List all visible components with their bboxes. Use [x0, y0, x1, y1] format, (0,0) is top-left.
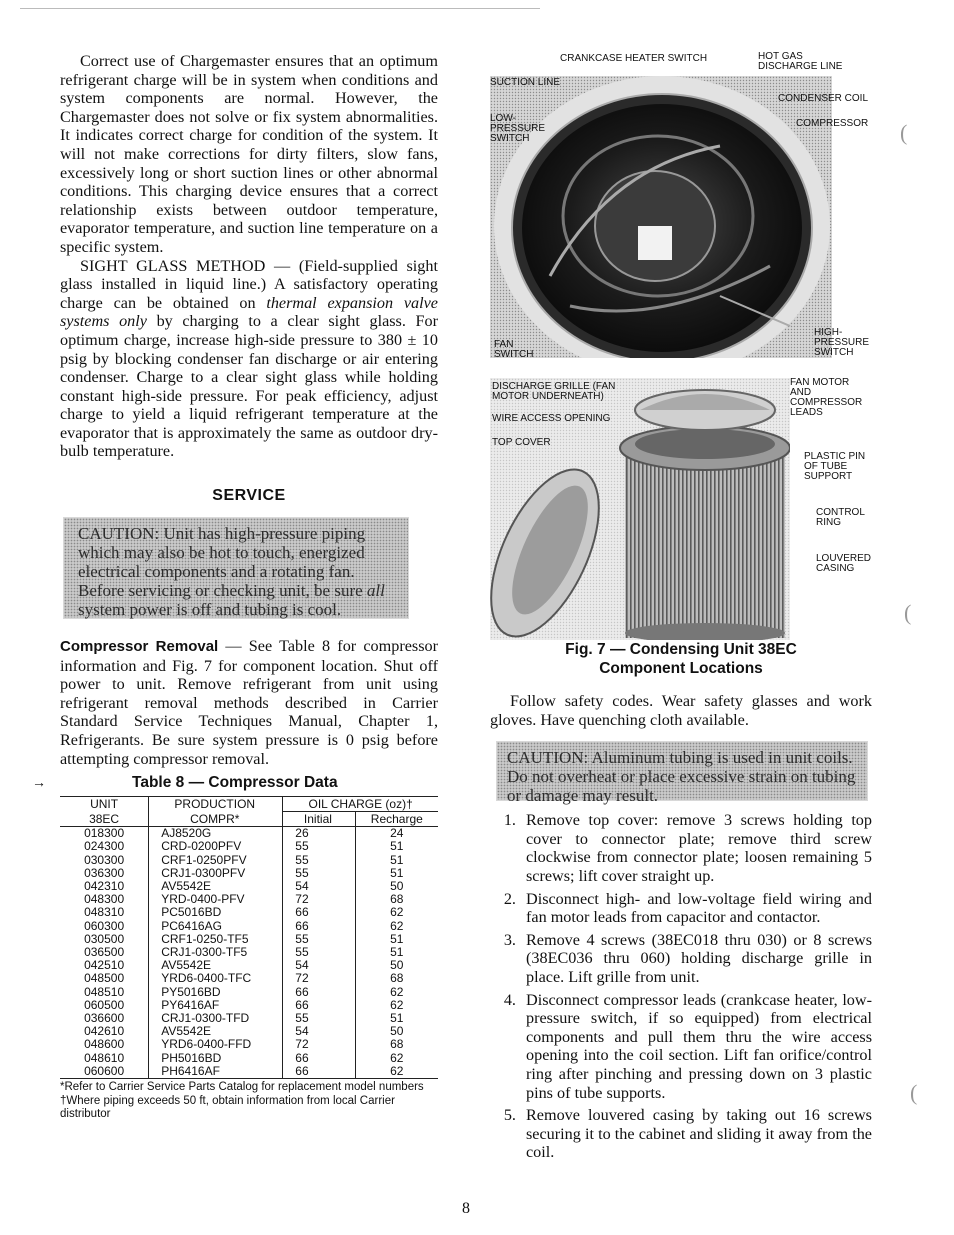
compressor-removal-head: Compressor Removal	[60, 638, 219, 656]
cell-oil-recharge: 50	[390, 958, 404, 973]
margin-mark: (	[900, 120, 908, 145]
right-column	[490, 48, 872, 1166]
label-low-pressure-switch: LOW- PRESSURE SWITCH	[490, 113, 546, 144]
cell-oil-recharge: 62	[390, 918, 404, 933]
cell-unit: 042310	[60, 880, 149, 893]
cell-unit: 048300	[60, 893, 149, 906]
cell-production-compr: AV5542E	[149, 880, 283, 893]
label-wire-access-opening: WIRE ACCESS OPENING	[492, 413, 611, 424]
footnote-1: *Refer to Carrier Service Parts Catalog for replacement model numbers	[60, 1081, 424, 1094]
caution-box-aluminum-tubing: CAUTION: Aluminum tubing is used in unit coils. Do not overheat or place excessive strain on tubing or damage may result.	[496, 741, 868, 801]
table-title-text: Table 8 — Compressor Data	[132, 774, 338, 792]
table-row	[60, 854, 438, 867]
cell-oil-recharge: 50	[390, 1024, 404, 1039]
label-high-pressure-switch: HIGH- PRESSURE SWITCH	[814, 327, 870, 358]
cell-oil-initial: 54	[283, 880, 355, 893]
cell-unit: 024300	[60, 840, 149, 853]
th-recharge: Recharge	[355, 812, 438, 827]
removal-step: 3. Remove 4 screws (38EC018 thru 030) or 8 screws (38EC036 thru 060) holding discharge grille in place. Lift grille from unit.	[520, 931, 872, 987]
table-title	[32, 774, 438, 792]
cell-oil-recharge: 62	[390, 997, 404, 1012]
cell-production-compr: YRD6-0400-FFD	[149, 1038, 283, 1051]
service-heading: SERVICE	[212, 487, 286, 505]
cell-unit: 036300	[60, 867, 149, 880]
sight-glass-text-1: — (Field-supplied sight glass installed in liquid line.) A satisfactory operating charge can be obtained on	[60, 256, 438, 312]
margin-mark: (	[910, 1080, 918, 1105]
compressor-data-table	[60, 796, 438, 1079]
cell-unit: 042510	[60, 959, 149, 972]
cell-production-compr: PC6416AG	[149, 920, 283, 933]
th-production: PRODUCTION	[149, 797, 283, 812]
cell-production-compr: PH6416AF	[149, 1065, 283, 1079]
table-row	[60, 840, 438, 853]
label-crankcase-heater-switch: CRANKCASE HEATER SWITCH	[560, 53, 708, 64]
cell-unit: 060300	[60, 920, 149, 933]
cell-oil-initial: 72	[283, 1038, 355, 1051]
cell-unit: 030500	[60, 933, 149, 946]
compressor-removal-text: — See Table 8 for compressor information and Fig. 7 for component location. Shut off power to unit. Remove refrigerant from unit using refrigerant removal methods described in Carrier Standard Service Techniques Manual, Chapter 1, Refrigerants. Be sure system pressure is 0 psig before attempting compressor removal.	[60, 637, 438, 768]
label-fan-motor-leads: FAN MOTOR AND COMPRESSOR LEADS	[790, 377, 863, 418]
figure-caption-line-2: Component Locations	[599, 660, 763, 677]
label-control-ring: CONTROL RING	[816, 507, 865, 528]
cell-unit: 030300	[60, 854, 149, 867]
top-rule	[20, 8, 540, 9]
removal-step: 1. Remove top cover: remove 3 screws holding top cover to connector plate; remove third screw clockwise from connector plate; loosen remaining 5 screws; lift cover straight up.	[520, 811, 872, 885]
label-top-cover: TOP COVER	[492, 437, 551, 448]
cell-production-compr: AJ8520G	[149, 827, 283, 841]
cell-production-compr: PY6416AF	[149, 999, 283, 1012]
cell-unit: 042610	[60, 1025, 149, 1038]
cell-oil-recharge: 51	[390, 1011, 404, 1026]
figure-caption-line-1: Fig. 7 — Condensing Unit 38EC	[565, 641, 797, 658]
cell-oil-recharge: 62	[355, 1065, 438, 1079]
cell-oil-initial: 66	[283, 906, 355, 919]
sight-glass-text-2: by charging to a clear sight glass. For optimum charge, increase high-side pressure to 380 ± 10 psig by blocking condenser fan discharge or air entering condenser. Charge to a clear sight glass while holding constant high-side pressure. For peak efficiency, adjust charge to yield a liquid refrigerant temperature at the evaporator that is approximately the same as outdoor dry-bulb temperature.	[60, 312, 439, 461]
label-condenser-coil: CONDENSER COIL	[778, 93, 869, 104]
label-discharge-grille: DISCHARGE GRILLE (FAN MOTOR UNDERNEATH)	[492, 381, 616, 402]
cell-oil-recharge: 51	[390, 839, 404, 854]
label-hot-gas-discharge-line: HOT GAS DISCHARGE LINE	[758, 51, 843, 72]
cell-production-compr: AV5542E	[149, 1025, 283, 1038]
label-plastic-pin: PLASTIC PIN OF TUBE SUPPORT	[804, 451, 866, 482]
th-unit: UNIT	[60, 797, 149, 812]
cell-oil-recharge: 51	[390, 931, 404, 946]
cell-production-compr: CRJ1-0300-TF5	[149, 946, 283, 959]
cell-unit: 018300	[60, 827, 149, 841]
cell-unit: 048310	[60, 906, 149, 919]
cell-oil-initial: 55	[283, 1012, 355, 1025]
table-row	[60, 827, 438, 841]
cell-production-compr: YRD-0400-PFV	[149, 893, 283, 906]
table-row	[60, 920, 438, 933]
label-suction-line: SUCTION LINE	[490, 77, 561, 88]
margin-mark: (	[904, 600, 912, 625]
cell-oil-recharge: 68	[390, 892, 404, 907]
cell-oil-recharge: 62	[390, 984, 404, 999]
cell-oil-recharge: 50	[390, 879, 404, 894]
cell-production-compr: AV5542E	[149, 959, 283, 972]
intro-paragraph: Correct use of Chargemaster ensures that an optimum refrigerant charge will be in system when conditions and system components are normal. However, the Chargemaster does not solve or fix system abnormalities. It indicates correct charge for condition of the system. It will not make corrections for dirty filters, slow fans, excessively long or short suction lines or other abnormal conditions. This charging device ensures that a correct relationship exists between outdoor temperature, evaporator temperature, and suction line temperature on a specific system.	[60, 52, 438, 256]
label-fan-switch: FAN SWITCH	[494, 339, 534, 360]
th-oil-charge: OIL CHARGE (oz)†	[283, 797, 438, 812]
cell-oil-initial: 66	[283, 986, 355, 999]
cell-unit: 048610	[60, 1052, 149, 1065]
cell-oil-recharge: 51	[390, 852, 404, 867]
cell-unit: 060500	[60, 999, 149, 1012]
cell-oil-recharge: 51	[390, 945, 404, 960]
caution-box-high-pressure	[63, 517, 409, 619]
cell-production-compr: PY5016BD	[149, 986, 283, 999]
cell-oil-initial: 66	[283, 1065, 355, 1079]
cell-oil-initial: 66	[283, 1052, 355, 1065]
th-initial: Initial	[283, 812, 355, 827]
caution-1-italic: all	[366, 581, 385, 601]
cell-oil-initial: 54	[283, 959, 355, 972]
cell-oil-recharge: 62	[390, 1050, 404, 1065]
removal-step: 5. Remove louvered casing by taking out 16 screws securing it to the cabinet and sliding it away from the coil.	[520, 1106, 872, 1162]
arrow-icon: →	[32, 774, 46, 791]
cell-production-compr: CRJ1-0300-TFD	[149, 1012, 283, 1025]
compressor-table-body	[60, 827, 438, 1079]
cell-production-compr: PC5016BD	[149, 906, 283, 919]
cell-unit: 060600	[60, 1065, 149, 1079]
cell-production-compr: CRF1-0250-TF5	[149, 933, 283, 946]
cell-oil-initial: 55	[283, 933, 355, 946]
cell-oil-initial: 55	[283, 854, 355, 867]
table-footnotes	[60, 1081, 438, 1122]
sight-glass-italic: thermal expansion valve systems only	[60, 293, 438, 331]
cell-oil-initial: 55	[283, 867, 355, 880]
cell-oil-recharge: 51	[390, 865, 404, 880]
caution-1-b: system power is off and tubing is cool.	[78, 600, 342, 620]
cell-production-compr: CRF1-0250PFV	[149, 854, 283, 867]
sight-glass-paragraph	[60, 257, 438, 462]
cell-unit: 036600	[60, 1012, 149, 1025]
cell-production-compr: CRD-0200PFV	[149, 840, 283, 853]
table-row	[60, 1038, 438, 1051]
cell-oil-recharge: 24	[390, 826, 404, 841]
table-row	[60, 1065, 438, 1079]
th-unit-sub: 38EC	[60, 812, 149, 827]
sight-glass-lead: SIGHT GLASS METHOD	[80, 256, 266, 275]
page-number: 8	[462, 1200, 470, 1217]
label-louvered-casing: LOUVERED CASING	[816, 553, 872, 574]
cell-oil-initial: 26	[283, 827, 355, 841]
removal-steps-list	[490, 811, 872, 1162]
table-row	[60, 1052, 438, 1065]
table-row	[60, 986, 438, 999]
cell-production-compr: CRJ1-0300PFV	[149, 867, 283, 880]
compressor-removal-paragraph	[60, 637, 438, 768]
cell-unit: 048500	[60, 972, 149, 985]
left-column	[32, 52, 439, 1122]
cell-production-compr: YRD6-0400-TFC	[149, 972, 283, 985]
cell-oil-recharge: 68	[390, 971, 404, 986]
safety-paragraph: Follow safety codes. Wear safety glasses and work gloves. Have quenching cloth available.	[490, 692, 872, 729]
cell-unit: 036500	[60, 946, 149, 959]
cell-oil-initial: 55	[283, 840, 355, 853]
removal-step: 2. Disconnect high- and low-voltage field wiring and fan motor leads from capacitor and contactor.	[520, 890, 872, 927]
figure-7	[490, 48, 872, 640]
footnote-2: †Where piping exceeds 50 ft, obtain information from local Carrier distributor	[60, 1094, 395, 1121]
cell-oil-initial: 72	[283, 972, 355, 985]
th-production-sub: COMPR*	[149, 812, 283, 827]
removal-step: 4. Disconnect compressor leads (crankcase heater, low-pressure switch, if so equipped) from electrical components and pull them thru the wire access opening into the coil section. Lift fan orifice/control ring after pinching and pressing down on 3 plastic pins of tube supports.	[520, 991, 872, 1103]
label-compressor: COMPRESSOR	[796, 118, 869, 129]
cell-unit: 048510	[60, 986, 149, 999]
cell-oil-recharge: 68	[390, 1037, 404, 1052]
cell-oil-initial: 72	[283, 893, 355, 906]
cell-oil-initial: 66	[283, 999, 355, 1012]
cell-oil-initial: 54	[283, 1025, 355, 1038]
table-row	[60, 906, 438, 919]
cell-unit: 048600	[60, 1038, 149, 1051]
cell-production-compr: PH5016BD	[149, 1052, 283, 1065]
figure-caption	[490, 640, 872, 678]
caution-1-a: CAUTION: Unit has high-pressure piping which may also be hot to touch, energized electrical components and a rotating fan. Before servicing or checking unit, be sure	[78, 524, 367, 601]
cell-oil-recharge: 62	[390, 905, 404, 920]
table-row	[60, 972, 438, 985]
cell-oil-initial: 66	[283, 920, 355, 933]
cell-oil-initial: 55	[283, 946, 355, 959]
